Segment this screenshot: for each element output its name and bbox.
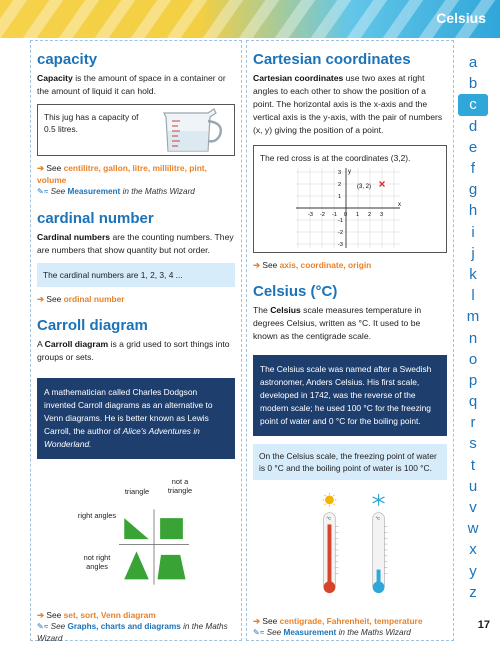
cartesian-example-text: The red cross is at the coordinates (3,2). [260, 153, 411, 163]
banner-stripe [275, 0, 316, 38]
square-shape [160, 518, 183, 539]
celsius-definition-text: scale measures temperature in degrees Celsius, written as °C. It used to be known as the centigrade scale. [253, 305, 422, 341]
entry-heading-celsius: Celsius (°C) [253, 283, 338, 300]
capacity-maths-wizard-ref [37, 186, 235, 198]
sun-icon [323, 493, 337, 507]
alphabet-tab-z[interactable]: z [469, 583, 477, 601]
capacity-example-box [37, 104, 235, 156]
x-tick-label: 2 [368, 212, 372, 218]
carroll-mw-link[interactable]: Graphs, charts and diagrams [67, 622, 181, 631]
x-tick-label: -1 [332, 212, 337, 218]
alphabet-tab-y[interactable]: y [469, 562, 477, 580]
celsius-definition [253, 304, 447, 343]
banner-stripe [59, 0, 100, 38]
entry-heading-capacity: capacity [37, 51, 98, 68]
celsius-example-box: On the Celsius scale, the freezing point of water is 0 °C and the boiling point of water is 100 °C. [253, 444, 447, 480]
carroll-row-label-not-right-angles: not right angles [83, 553, 111, 571]
alphabet-tab-f[interactable]: f [470, 160, 476, 178]
celsius-intro: The [253, 305, 271, 315]
see-label: See [262, 260, 278, 270]
carroll-definition [37, 338, 235, 364]
thermometers-illustration [305, 493, 405, 601]
alphabet-tab-t[interactable]: t [470, 456, 476, 474]
carroll-intro: A [37, 339, 45, 349]
see-label: See [46, 610, 62, 620]
carroll-see-links[interactable]: set, sort, Venn diagram [63, 610, 156, 620]
alphabet-tab-n[interactable]: n [468, 329, 478, 347]
entry-heading-cardinal: cardinal number [37, 210, 154, 227]
banner-stripe [239, 0, 280, 38]
banner-stripe [203, 0, 244, 38]
x-tick-label: -2 [320, 212, 325, 218]
cardinal-term: Cardinal numbers [37, 232, 111, 242]
alphabet-tab-h[interactable]: h [468, 202, 478, 220]
x-axis-label: x [398, 202, 401, 208]
capacity-definition [37, 72, 235, 98]
carroll-note-book-title: Alice's Adventures in Wonderland. [44, 426, 200, 449]
cardinal-see-also [37, 293, 235, 305]
carroll-note-text: A mathematician called Charles Dodgson invented Carroll diagrams as an alternative to Venn diagrams. He is better known as Lewis Carroll, the author of [44, 387, 213, 436]
cardinal-example-box: The cardinal numbers are 1, 2, 3, 4 ... [37, 263, 235, 287]
capacity-definition-text: is the amount of space in a container or the amount of liquid it can hold. [37, 73, 226, 96]
banner-stripe [131, 0, 172, 38]
carroll-col-label-not-triangle: not a triangle [167, 477, 193, 495]
banner-stripe [311, 0, 352, 38]
top-banner [0, 0, 500, 38]
alphabet-tab-d[interactable]: d [468, 117, 478, 135]
y-tick-label: 1 [338, 194, 342, 200]
y-tick-label: -3 [338, 242, 343, 248]
trapezium-shape [158, 555, 186, 580]
celsius-term: Celsius [270, 305, 301, 315]
thermo-unit-label: °C [326, 515, 331, 521]
x-tick-label: 0 [344, 212, 348, 218]
carroll-grid [119, 503, 189, 591]
celsius-note-box: The Celsius scale was named after a Swedish astronomer, Anders Celsius. His first scale, developed in 1742, was the reverse of the modern scale; he used 100 °C for the freezing point of water and 0 °C for the boiling point. [253, 355, 447, 436]
alphabet-tab-u[interactable]: u [468, 477, 478, 495]
celsius-mw-link[interactable]: Measurement [283, 628, 337, 637]
carroll-col-label-triangle: triangle [124, 487, 150, 496]
carroll-note-box [37, 378, 235, 459]
alphabet-tab-k[interactable]: k [469, 265, 477, 283]
alphabet-tab-e[interactable]: e [468, 138, 478, 156]
see-label: See [46, 294, 62, 304]
alphabet-tab-w[interactable]: w [467, 520, 479, 538]
cardinal-definition [37, 231, 235, 257]
alphabet-tab-g[interactable]: g [468, 181, 478, 199]
wand-icon: ✎≈ [253, 628, 265, 637]
left-column [30, 40, 242, 641]
carroll-diagram [41, 471, 231, 603]
mw-see-label: See [50, 622, 66, 631]
arrow-right-icon: ➔ [37, 610, 45, 620]
alphabet-tab-l[interactable]: l [471, 287, 475, 305]
see-label: See [262, 616, 278, 626]
banner-stripe [95, 0, 136, 38]
carroll-refs [37, 609, 237, 645]
capacity-example-text: This jug has a capacity of 0.5 litres. [44, 112, 139, 134]
measuring-jug-icon [154, 107, 228, 155]
alphabet-tab-p[interactable]: p [468, 371, 478, 389]
coordinate-grid [294, 166, 404, 250]
see-label: See [46, 163, 62, 173]
alphabet-tab-m[interactable]: m [466, 308, 480, 326]
y-tick-label: -1 [338, 218, 343, 224]
mw-tail: in the Maths Wizard [122, 187, 195, 196]
alphabet-tab-r[interactable]: r [470, 414, 476, 432]
capacity-mw-link[interactable]: Measurement [67, 187, 121, 196]
cardinal-definition-text: are the counting numbers. They are numbers that show quantity but not order. [37, 232, 234, 255]
celsius-see-links[interactable]: centigrade, Fahrenheit, temperature [279, 616, 423, 626]
arrow-right-icon: ➔ [253, 616, 261, 626]
celsius-see-also [253, 615, 453, 627]
wand-icon: ✎≈ [37, 622, 49, 631]
banner-stripe [23, 0, 64, 38]
x-tick-label: -3 [308, 212, 313, 218]
carroll-row-label-right-angles: right angles [77, 511, 117, 520]
page-title: Celsius [436, 10, 486, 26]
right-triangle-shape [124, 518, 149, 539]
snowflake-icon [373, 494, 385, 506]
carroll-definition-text: is a grid used to sort things into groups or sets. [37, 339, 230, 362]
thermo-unit-label: °C [375, 515, 381, 521]
y-tick-label: -2 [338, 230, 343, 236]
mw-see-label: See [266, 628, 282, 637]
tick-labels [308, 170, 383, 248]
x-tick-label: 1 [356, 212, 360, 218]
triangle-shape [124, 551, 149, 579]
alphabet-tab-a[interactable]: a [468, 54, 478, 72]
cold-thermometer [373, 513, 388, 594]
capacity-see-also [37, 162, 235, 186]
arrow-right-icon: ➔ [253, 260, 261, 270]
entry-heading-carroll: Carroll diagram [37, 317, 148, 334]
alphabet-index [458, 52, 488, 603]
page-number: 17 [477, 619, 490, 631]
alphabet-tab-j[interactable]: j [471, 244, 475, 262]
alphabet-tab-b[interactable]: b [468, 75, 478, 93]
banner-stripe [347, 0, 388, 38]
right-column [246, 40, 454, 641]
wand-icon: ✎≈ [37, 187, 49, 196]
banner-stripe [0, 0, 27, 38]
banner-stripe [167, 0, 208, 38]
alphabet-tab-q[interactable]: q [468, 393, 478, 411]
cartesian-see-links[interactable]: axis, coordinate, origin [279, 260, 372, 270]
cardinal-see-links[interactable]: ordinal number [63, 294, 125, 304]
celsius-refs [253, 615, 453, 639]
mw-tail: in the Maths Wizard [37, 622, 228, 643]
carroll-maths-wizard-ref [37, 621, 237, 645]
point-label: (3, 2) [357, 184, 372, 190]
capacity-term: Capacity [37, 73, 73, 83]
carroll-term: Carroll diagram [44, 339, 109, 349]
x-tick-label: 3 [380, 212, 384, 218]
capacity-see-links[interactable]: centilitre, gallon, litre, millilitre, pint, volume [37, 163, 207, 185]
cartesian-example-box [253, 145, 447, 253]
carroll-see-also [37, 609, 237, 621]
mw-see-label: See [50, 187, 66, 196]
banner-stripe [383, 0, 424, 38]
cartesian-definition-text: use two axes at right angles to each other to show the position of a point. The horizontal axis is the x-axis and the vertical axis is the y-axis, with the pair of numbers (x, y) giving the position of a point. [253, 73, 443, 135]
entry-heading-cartesian: Cartesian coordinates [253, 51, 411, 68]
arrow-right-icon: ➔ [37, 294, 45, 304]
y-tick-label: 3 [338, 170, 342, 176]
alphabet-tab-i[interactable]: i [471, 223, 475, 241]
alphabet-tab-s[interactable]: s [469, 435, 477, 453]
hot-thermometer [324, 513, 339, 594]
celsius-maths-wizard-ref [253, 627, 453, 639]
cartesian-term: Cartesian coordinates [253, 73, 344, 83]
cartesian-definition [253, 72, 447, 137]
alphabet-tab-v[interactable]: v [469, 499, 477, 517]
alphabet-tab-x[interactable]: x [469, 541, 477, 559]
alphabet-tab-o[interactable]: o [468, 350, 478, 368]
y-tick-label: 2 [338, 182, 342, 188]
y-axis-label: y [348, 169, 351, 175]
mw-tail: in the Maths Wizard [338, 628, 411, 637]
cartesian-see-also [253, 259, 447, 271]
alphabet-tab-c[interactable]: c [458, 94, 488, 115]
arrow-right-icon: ➔ [37, 163, 45, 173]
